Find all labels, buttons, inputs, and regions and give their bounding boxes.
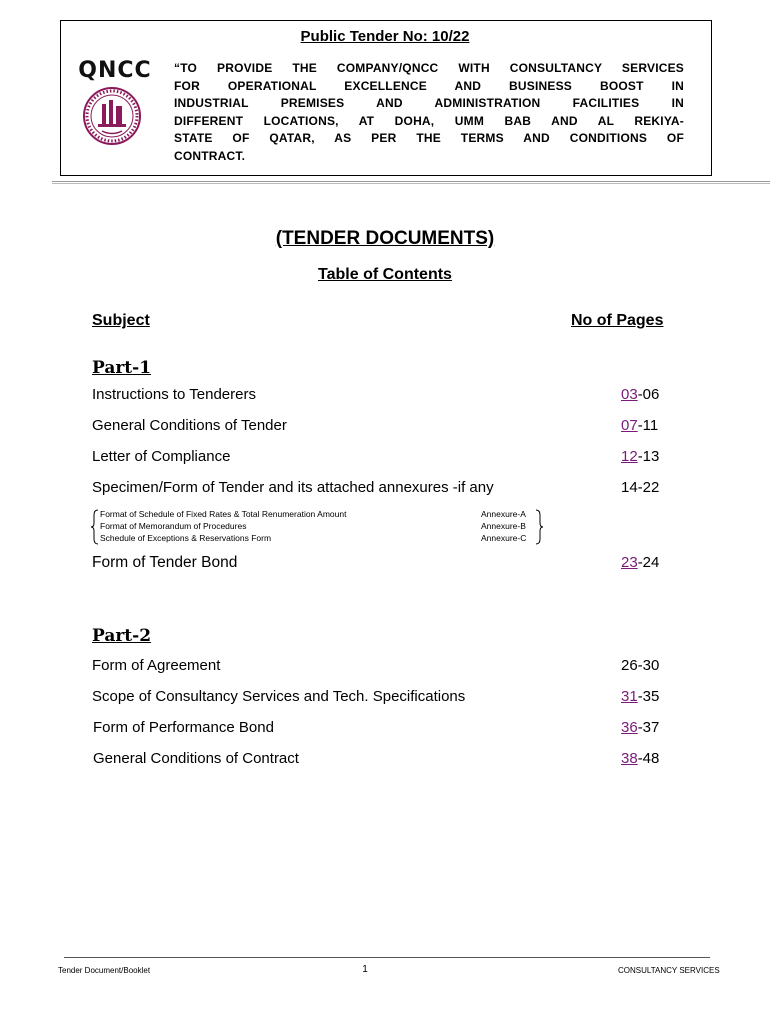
toc-item-pages[interactable]: [621, 719, 659, 736]
description-line: STATE OF QATAR, AS PER THE TERMS AND CONDITIONS OF: [174, 131, 684, 145]
part1-title: Part-1: [92, 358, 152, 378]
annexure-label: Annexure-C: [481, 533, 527, 543]
toc-item-pages[interactable]: [621, 750, 659, 767]
page-link[interactable]: 38: [621, 750, 638, 767]
page-range-end: 26-30: [621, 657, 660, 674]
page-range-end: -11: [637, 417, 659, 434]
tender-number: Public Tender No: 10/22: [300, 28, 470, 45]
toc-item-pages[interactable]: [621, 417, 658, 434]
toc-item-pages[interactable]: [621, 554, 659, 571]
page-range-end: -13: [637, 448, 660, 465]
company-seal-icon: [82, 86, 142, 146]
page-range-end: -24: [637, 554, 660, 571]
company-logo: [74, 58, 156, 148]
toc-item-title[interactable]: General Conditions of Tender: [92, 417, 287, 434]
toc-item-pages[interactable]: [621, 657, 659, 674]
header-divider: [52, 181, 770, 182]
toc-item-pages[interactable]: [621, 386, 659, 403]
page-link[interactable]: 07: [621, 417, 638, 434]
tender-description: [174, 60, 684, 165]
description-line: INDUSTRIAL PREMISES AND ADMINISTRATION FACILITIES IN: [174, 96, 684, 110]
description-line: CONTRACT.: [174, 148, 246, 163]
annexure-label: Annexure-A: [481, 509, 526, 519]
toc-item-title[interactable]: Letter of Compliance: [92, 448, 231, 465]
toc-item-title[interactable]: Instructions to Tenderers: [92, 386, 256, 403]
toc-heading: Table of Contents: [318, 266, 452, 283]
left-brace-icon: [90, 509, 100, 545]
page-link[interactable]: 12: [621, 448, 638, 465]
logo-text: QNCC: [78, 58, 152, 83]
toc-item-title[interactable]: Form of Tender Bond: [92, 554, 238, 571]
page-range-end: -35: [637, 688, 660, 705]
description-line: DIFFERENT LOCATIONS, AT DOHA, UMM BAB AND AL REKIYA-: [174, 113, 684, 128]
description-line: “TO PROVIDE THE COMPANY/QNCC WITH CONSULTANCY SERVICES: [174, 61, 684, 75]
annexure-name: Format of Memorandum of Procedures: [100, 521, 247, 531]
toc-item-title[interactable]: Form of Performance Bond: [93, 719, 274, 736]
toc-item-pages[interactable]: [621, 688, 659, 705]
right-brace-icon: [534, 509, 544, 545]
toc-item-pages[interactable]: [621, 479, 659, 496]
annexure-name: Format of Schedule of Fixed Rates & Total Renumeration Amount: [100, 509, 347, 519]
page-range-end: 14-22: [621, 479, 660, 496]
subject-column-header: Subject: [92, 312, 150, 329]
page-link[interactable]: 31: [621, 688, 638, 705]
toc-item-pages[interactable]: [621, 448, 659, 465]
toc-item-title[interactable]: Scope of Consultancy Services and Tech. Specifications: [92, 688, 466, 705]
annexure-name: Schedule of Exceptions & Reservations Form: [100, 533, 272, 543]
page-number: 1: [362, 964, 368, 975]
page-range-end: -37: [637, 719, 660, 736]
page-range-end: -48: [637, 750, 660, 767]
toc-item-title[interactable]: Form of Agreement: [92, 657, 221, 674]
footer-section-name: CONSULTANCY SERVICES: [618, 966, 720, 975]
annexure-label: Annexure-B: [481, 521, 526, 531]
page-link[interactable]: 23: [621, 554, 638, 571]
toc-item-title[interactable]: General Conditions of Contract: [93, 750, 299, 767]
footer-document-name: Tender Document/Booklet: [58, 966, 151, 975]
page-range-end: -06: [637, 386, 660, 403]
document-title: (TENDER DOCUMENTS): [275, 228, 495, 249]
page-link[interactable]: 03: [621, 386, 638, 403]
page-link[interactable]: 36: [621, 719, 638, 736]
description-line: FOR OPERATIONAL EXCELLENCE AND BUSINESS BOOST IN: [174, 78, 684, 93]
annexure-list: [90, 509, 544, 545]
header-divider: [52, 183, 770, 184]
toc-item-title[interactable]: Specimen/Form of Tender and its attached annexures -if any: [92, 479, 494, 496]
footer-divider: [64, 957, 710, 958]
pages-column-header: No of Pages: [571, 312, 664, 329]
part2-title: Part-2: [92, 626, 152, 646]
